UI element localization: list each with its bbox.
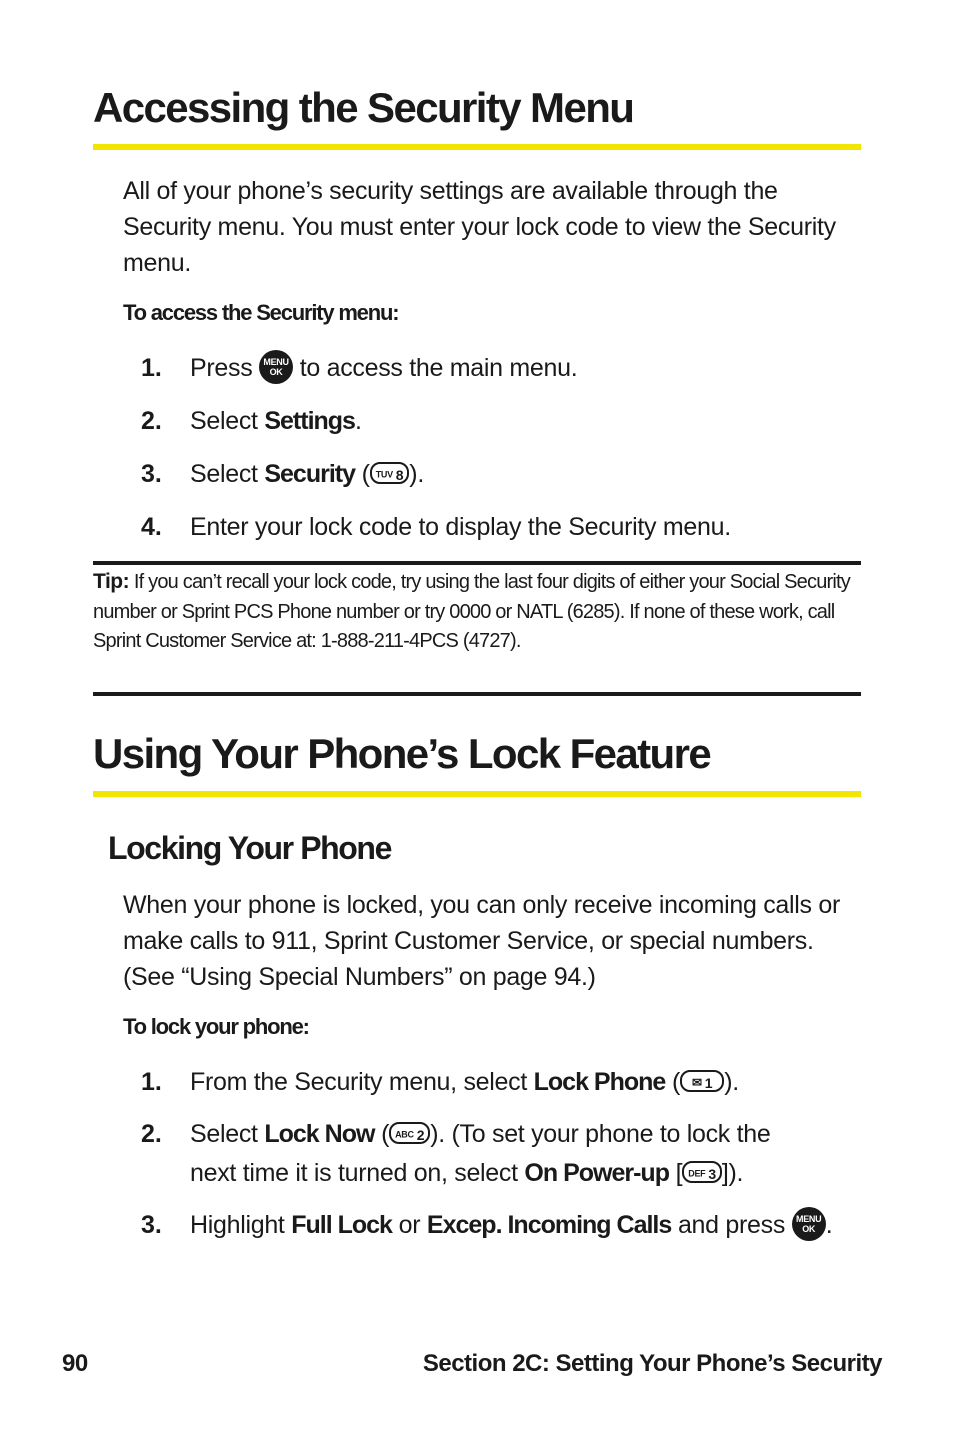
step-text-pre: Select [190,1120,258,1148]
step-number: 3. [141,460,162,488]
section-heading: Using Your Phone’s Lock Feature [93,730,711,777]
subsection-heading: Locking Your Phone [108,830,391,866]
instructions-subheading: To access the Security menu: [123,300,399,325]
step-text-end: . [825,1211,833,1239]
key-label-bottom: OK [802,1224,816,1235]
bracket-open: [ [668,1159,683,1187]
step-number: 3. [141,1211,162,1239]
keypad-2-icon [389,1122,430,1144]
menu-ok-key-icon [259,350,293,384]
keypad-1-icon [680,1070,724,1092]
heading-underline [93,144,861,150]
step-number: 1. [141,354,162,382]
step-text-mid: or [398,1211,421,1239]
menu-item-name: Lock Now [264,1120,375,1148]
step-text [190,403,362,439]
menu-item-name: Security [264,460,356,488]
step-text-pre: Highlight [190,1211,285,1239]
tip-text: If you can’t recall your lock code, try using the last four digits of either your Social Security number or Sprint PCS Phone number or try 0000 or NATL (6285). If none of these work, call Sprint Customer Service at: 1-888-211-4PCS (4727). [93,571,850,652]
key-digit: 8 [395,466,404,483]
intro-paragraph: When your phone is locked, you can only receive incoming calls or make calls to 911, Sprint Customer Service, or special numbers. (See “Using Special Numbers” on page 94.) [123,891,840,991]
key-digit: 3 [708,1165,716,1182]
step-text-pre: From the Security menu, select [190,1068,527,1096]
keypad-8-icon [370,462,410,484]
step-text: Enter your lock code to display the Security menu. [190,513,731,541]
step-text-pre: Press [190,354,253,382]
step-text [190,1207,832,1243]
paren-close: ). [724,1068,739,1096]
key-letters: ✉ [691,1075,702,1090]
page-number: 90 [62,1350,88,1377]
keypad-3-icon [682,1161,722,1183]
step-number: 2. [141,407,162,435]
section-heading: Accessing the Security Menu [93,84,634,131]
step-text-pre: next time it is turned on, select [190,1159,518,1187]
step-number: 1. [141,1068,162,1096]
step-text-post: . [354,407,362,435]
menu-item-name: Lock Phone [533,1068,666,1096]
menu-ok-key-icon [792,1207,826,1241]
tip-rule-top [93,561,861,565]
key-label-top: MENU [796,1214,822,1225]
step-text-continued [190,1155,743,1191]
step-number: 2. [141,1120,162,1148]
tip-label: Tip: [93,570,130,593]
step-text [190,350,577,386]
key-letters: ABC [395,1129,414,1140]
step-text [190,456,424,492]
bracket-close: ]). [721,1159,744,1187]
step-text-post: to access the main menu. [299,354,578,382]
step-text [190,1116,771,1152]
step-text [190,1064,739,1100]
tip-rule-bottom [93,692,861,696]
menu-item-name: Settings [264,407,355,435]
step-number: 4. [141,513,162,541]
menu-item-name: On Power-up [524,1159,669,1187]
key-letters: DEF [688,1168,706,1179]
menu-item-name: Excep. Incoming Calls [426,1211,672,1239]
tip-box [93,567,861,657]
heading-underline [93,791,861,797]
step-text-post: ). (To set your phone to lock the [430,1120,771,1148]
menu-item-name: Full Lock [291,1211,392,1239]
key-letters: TUV [375,469,393,480]
step-text-post: and press [677,1211,786,1239]
paren-open: ( [665,1068,680,1096]
step-text-pre: Select [190,460,258,488]
paren-open: ( [374,1120,390,1148]
instructions-subheading: To lock your phone: [123,1014,309,1039]
key-digit: 1 [704,1074,713,1091]
step-text-pre: Select [190,407,258,435]
key-label-bottom: OK [269,367,283,378]
key-digit: 2 [416,1126,425,1143]
intro-paragraph: All of your phone’s security settings are available through the Security menu. You must enter your lock code to view the Security menu. [123,177,836,277]
paren-close: ). [409,460,424,488]
footer-section-title: Section 2C: Setting Your Phone’s Security [422,1350,882,1377]
paren-open: ( [355,460,370,488]
key-label-top: MENU [263,357,289,368]
